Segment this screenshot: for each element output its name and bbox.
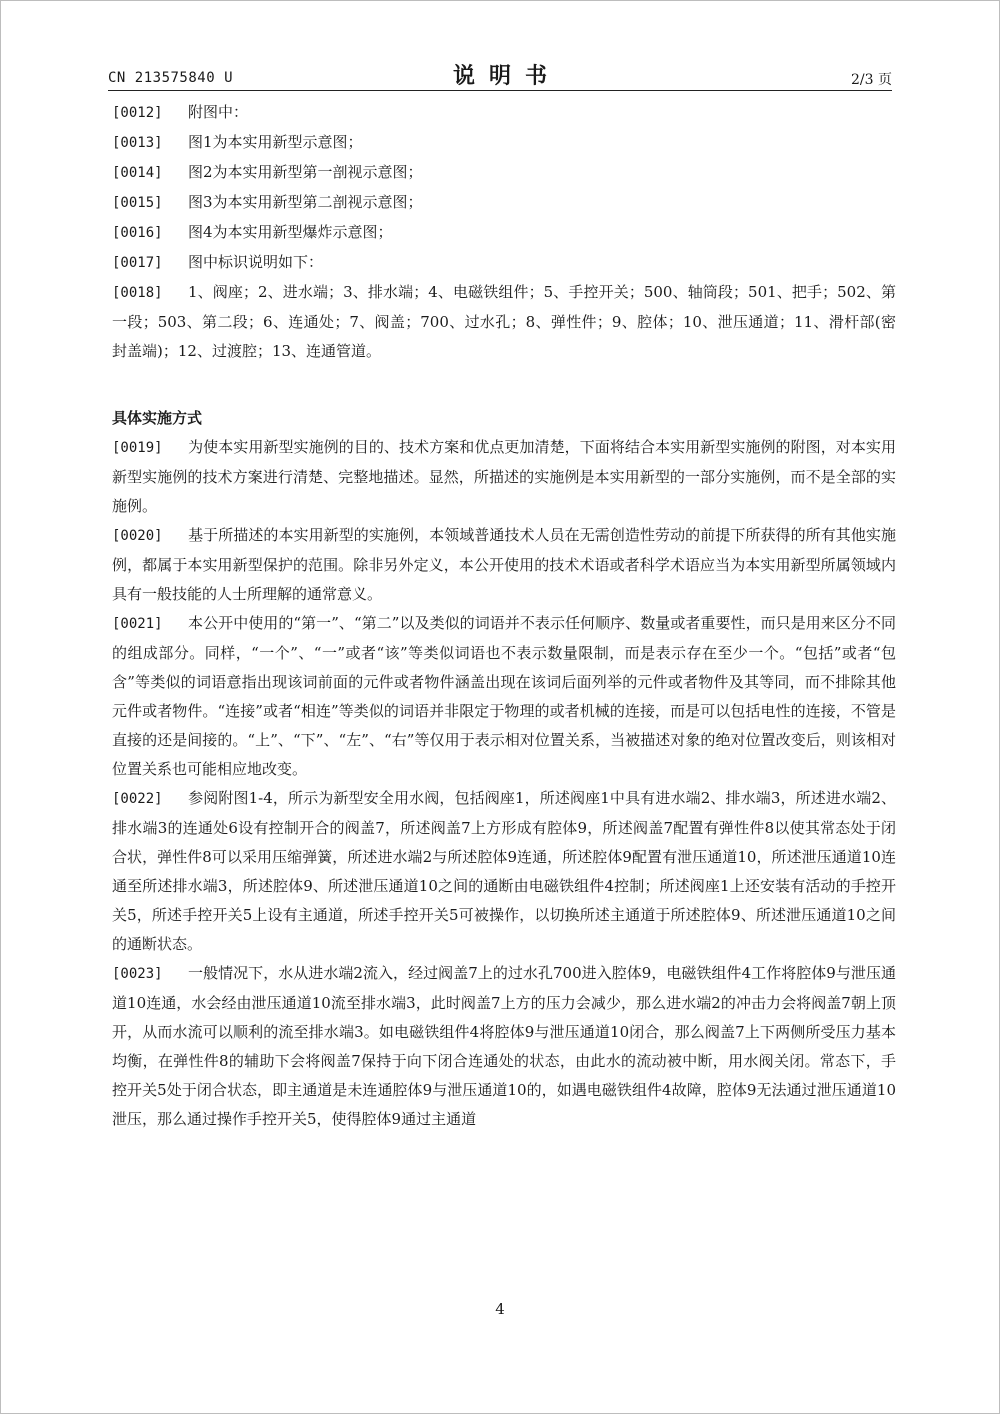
paragraph-number: [0016] (112, 225, 163, 241)
document-header (108, 56, 892, 91)
paragraph-number: [0021] (112, 616, 163, 632)
paragraph-number: [0018] (112, 285, 163, 301)
paragraph (112, 188, 896, 218)
paragraph (112, 248, 896, 278)
paragraph-number: [0019] (112, 440, 163, 456)
paragraph (112, 521, 896, 609)
paragraph-text: 图中标识说明如下： (188, 253, 324, 271)
paragraph-text: 1、阀座；2、进水端；3、排水端；4、电磁铁组件；5、手控开关；500、轴筒段；501、把手；502、第一段；503、第二段；6、连通处；7、阀盖；700、过水孔；8、弹性件；9、腔体；10、泄压通道；11、滑杆部(密封盖端)；12、过渡腔；13、连通管道。 (112, 283, 896, 360)
paragraph-text: 图2为本实用新型第一剖视示意图； (188, 163, 423, 181)
paragraph-text: 图4为本实用新型爆炸示意图； (188, 223, 393, 241)
document-title: 说明书 (452, 64, 561, 89)
paragraph-number: [0023] (112, 966, 163, 982)
paragraph (112, 959, 896, 1134)
paragraph (112, 158, 896, 188)
embodiment-paragraphs (112, 433, 896, 1134)
paragraph-number: [0020] (112, 528, 163, 544)
paragraph (112, 278, 896, 366)
paragraph-text: 参阅附图1-4，所示为新型安全用水阀，包括阀座1，所述阀座1中具有进水端2、排水端3，所述进水端2、排水端3的连通处6设有控制开合的阀盖7，所述阀盖7上方形成有腔体9，所述阀盖7配置有弹性件8以使其常态处于闭合状，弹性件8可以采用压缩弹簧，所述进水端2与所述腔体9连通，所述腔体9配置有泄压通道10，所述泄压通道10连通至所述排水端3，所述腔体9、所述泄压通道10之间的通断由电磁铁组件4控制；所述阀座1上还安装有活动的手控开关5，所述手控开关5上设有主通道，所述手控开关5可被操作，以切换所述主通道于所述腔体9、所述泄压通道10之间的通断状态。 (112, 789, 896, 953)
paragraph-text: 基于所描述的本实用新型的实施例，本领域普通技术人员在无需创造性劳动的前提下所获得的所有其他实施例，都属于本实用新型保护的范围。除非另外定义，本公开使用的技术术语或者科学术语应当为本实用新型所属领域内具有一般技能的人士所理解的通常意义。 (112, 526, 896, 603)
paragraph-text: 为使本实用新型实施例的目的、技术方案和优点更加清楚，下面将结合本实用新型实施例的附图，对本实用新型实施例的技术方案进行清楚、完整地描述。显然，所描述的实施例是本实用新型的一部分实施例，而不是全部的实施例。 (112, 438, 896, 515)
paragraph (112, 609, 896, 784)
paragraph-text: 图3为本实用新型第二剖视示意图； (188, 193, 423, 211)
paragraph-text: 一般情况下，水从进水端2流入，经过阀盖7上的过水孔700进入腔体9，电磁铁组件4工作将腔体9与泄压通道10连通，水会经由泄压通道10流至排水端3，此时阀盖7上方的压力会减少，那么进水端2的冲击力会将阀盖7朝上顶开，从而水流可以顺利的流至排水端3。如电磁铁组件4将腔体9与泄压通道10闭合，那么阀盖7上下两侧所受压力基本均衡，在弹性件8的辅助下会将阀盖7保持于向下闭合连通处的状态，由此水的流动被中断，用水阀关闭。常态下，手控开关5处于闭合状态，即主通道是未连通腔体9与泄压通道10的，如遇电磁铁组件4故障，腔体9无法通过泄压通道10泄压，那么通过操作手控开关5，使得腔体9通过主通道 (112, 964, 896, 1128)
paragraph-number: [0015] (112, 195, 163, 211)
paragraph-text: 本公开中使用的“第一”、“第二”以及类似的词语并不表示任何顺序、数量或者重要性，而只是用来区分不同的组成部分。同样，“一个”、“一”或者“该”等类似词语也不表示数量限制，而是表示存在至少一个。“包括”或者“包含”等类似的词语意指出现该词前面的元件或者物件涵盖出现在该词后面列举的元件或者物件及其等同，而不排除其他元件或者物件。“连接”或者“相连”等类似的词语并非限定于物理的或者机械的连接，而是可以包括电性的连接，不管是直接的还是间接的。“上”、“下”、“左”、“右”等仅用于表示相对位置关系，当被描述对象的绝对位置改变后，则该相对位置关系也可能相应地改变。 (112, 614, 896, 778)
paragraph-number: [0014] (112, 165, 163, 181)
paragraph (112, 433, 896, 521)
paragraph (112, 784, 896, 959)
paragraph (112, 98, 896, 128)
document-body (112, 98, 896, 1134)
paragraph-text: 附图中： (188, 103, 249, 121)
paragraph-number: [0013] (112, 135, 163, 151)
paragraph-text: 图1为本实用新型示意图； (188, 133, 363, 151)
page-indicator: 2/3 页 (851, 72, 892, 88)
page-number: 4 (495, 1300, 505, 1318)
figure-description-list (112, 98, 896, 366)
publication-number: CN 213575840 U (108, 70, 234, 86)
paragraph (112, 128, 896, 158)
paragraph-number: [0012] (112, 105, 163, 121)
paragraph-number: [0017] (112, 255, 163, 271)
paragraph-number: [0022] (112, 791, 163, 807)
paragraph (112, 218, 896, 248)
page-footer (0, 1300, 1000, 1318)
section-heading: 具体实施方式 (112, 409, 203, 427)
